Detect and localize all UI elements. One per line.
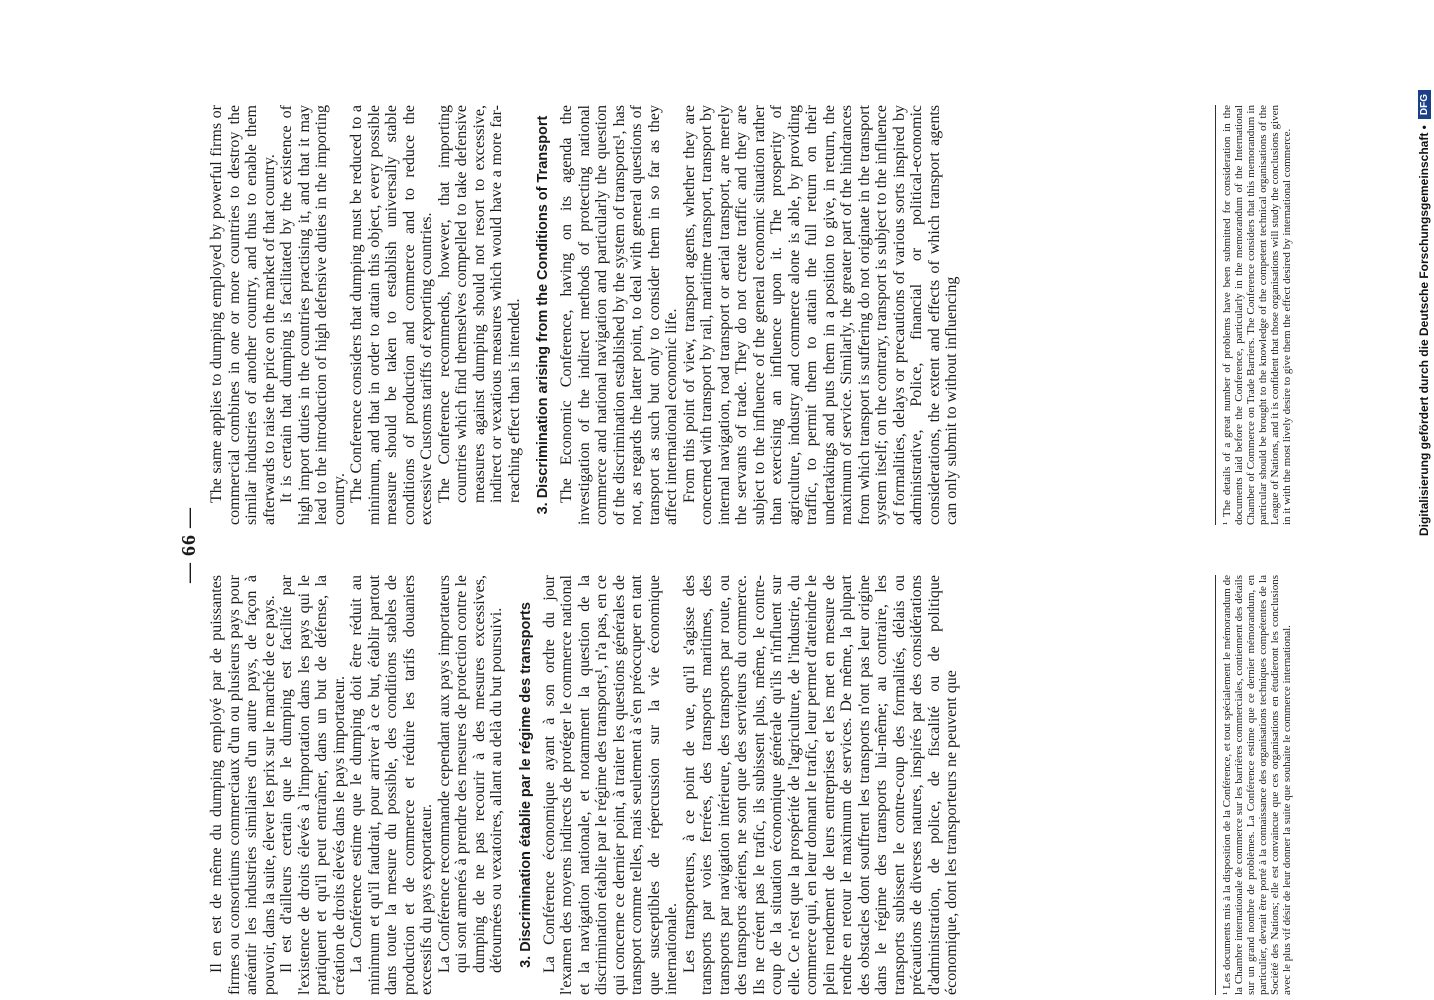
paragraph: The Conference considers that dumping must be reduced to a minimum, and that in order to attain this object, every possible measure should be taken to establish universally stable conditions of production and commerce and to reduce the excessive Customs tariffs of exporting countries. [348, 105, 435, 525]
paragraph: Les transporteurs, à ce point de vue, qu'il s'agisse des transports par voies ferrées, des transports maritimes, des transports par navigation intérieure, des transports par route, ou des transports aériens, ne sont que des serviteurs du commerce. Ils ne créent pas le trafic, ils subissent plus, même, le contre-coup de la situation économique générale qu'ils n'influent sur elle. Ce n'est que la prospérité de l'agriculture, de l'industrie, du commerce qui, en leur donnant le trafic, leur permet d'atteindre le plein rendement de leurs entreprises et les met en mesure de rendre en retour le maximum de services. De même, la plupart des obstacles dont souffrent les transports n'ont pas leur origine dans le régime des transports lui-même; au contraire, les transports subissent le contre-coup des formalités, délais ou précautions de diverses natures, inspirés par des considérations d'administration, de police, de fiscalité ou de politique économique, dont les transporteurs ne peuvent que [680, 575, 960, 995]
paragraph: Il en est de même du dumping employé par de puissantes firmes ou consortiums commerciaux d'un ou plusieurs pays pour anéantir les industries similaires d'un autre pays, de façon à pouvoir, dans la suite, élever les prix sur le marché de ce pays. [208, 575, 278, 995]
section-heading: 3. Discrimination arising from the Conditions of Transport [535, 115, 551, 515]
page-number: — 66 — [178, 507, 200, 583]
credit-text: Digitalisierung gefördert durch die Deutsche Forschungsgemeinschaft • [1417, 125, 1431, 537]
dfg-logo: DFG [1418, 90, 1431, 119]
document-page [170, 95, 1335, 995]
paragraph: From this point of view, transport agents, whether they are concerned with transport by rail, maritime transport, transport by internal navigation, road transport or aerial transport, are merely the servants of trade. They do not create traffic and they are subject to the influence of the general economic situation rather than exercising an influence upon it. The prosperity of agriculture, industry and commerce alone is able, by providing traffic, to permit them to attain the full return on their undertakings and puts them in a position to give, in return, the maximum of service. Similarly, the greater part of the hindrances from which transport is suffering do not originate in the transport system itself; on the contrary, transport is subject to the influence of formalities, delays or precautions of various sorts inspired by administrative, Police, financial or political-economic considerations, the extent and effects of which transport agents can only submit to without influencing [680, 105, 960, 525]
french-footnote [1215, 575, 1293, 995]
paragraph: The Conference recommends, however, that importing countries which find themselves compelled to take defensive measures against dumping should not resort to excessive, indirect or vexatious measures which would have a more far-reaching effect than is intended. [435, 105, 523, 503]
paragraph: La Conférence estime que le dumping doit être réduit au minimum et qu'il faudrait, pour arriver à ce but, établir partout dans toute la mesure du possible, des conditions stables de production et de commerce et réduire les tarifs douaniers excessifs du pays exportateur. [348, 575, 435, 995]
french-column [208, 575, 961, 995]
paragraph: The same applies to dumping employed by powerful firms or commercial combines in one or more countries to destroy the similar industries of another country, and thus to enable them afterwards to raise the price on the market of that country. [208, 105, 278, 525]
english-footnote [1215, 105, 1293, 525]
paragraph: Il est d'ailleurs certain que le dumping est facilité par l'existence de droits élevés à l'importation dans les pays qui le pratiquent et qu'il peut entraîner, dans un but de défense, la création de droits élevés dans le pays importateur. [278, 575, 348, 995]
paragraph: La Conférence recommande cependant aux pays importateurs qui sont amenés à prendre des mesures de protection contre le dumping de ne pas recourir à des mesures excessives, détournées ou vexatoires, allant au delà du but poursuivi. [435, 575, 505, 973]
digitization-credit [1417, 0, 1434, 537]
footnote-text: ¹ The details of a great number of problems have been submitted for consideration in the documents laid before the Conference, particularly in the memorandum of the International Chamber of Commerce on Trade Barriers. The Conference considers that this memorandum in particular should be brought to the knowledge of the competent technical organisations of the League of Nations, and it is confident that those organisations will study the conclusions given in it with the most lively desire to give them the effect desired by international commerce. [1221, 105, 1293, 525]
footnote-text: ¹ Les documents mis à la disposition de la Conférence, et tout spécialement le mémorandum de la Chambre internationale de commerce sur les barrières commerciales, contiennent des détails sur un grand nombre de problèmes. La Conférence estime que ce dernier mémorandum, en particulier, devrait être porté à la connaissance des organisations techniques compétentes de la Société des Nations; elle est convaincue que ces organisations en étudieront les conclusions avec le plus vif désir de leur donner la suite que souhaite le commerce international. [1221, 575, 1293, 995]
paragraph: The Economic Conference, having on its agenda the investigation of the indirect methods of protecting national commerce and national navigation and particularly the question of the discrimination established by the system of transports¹, has not, as regards the latter point, to deal with general questions of transport as such but only to consider them in so far as they affect international economic life. [558, 105, 680, 525]
english-column [208, 105, 961, 525]
paragraph: It is certain that dumping is facilitated by the existence of high import duties in the countries practising it, and that it may lead to the introduction of high defensive duties in the importing country. [278, 105, 348, 525]
paragraph: La Conférence économique ayant à son ordre du jour l'examen des moyens indirects de protéger le commerce national et la navigation nationale, et notamment la question de la discrimination établie par le régime des transports¹, n'a pas, en ce qui concerne ce dernier point, à traiter les questions générales de transport comme telles, mais seulement à s'en préoccuper en tant que susceptibles de répercussion sur la vie économique internationale. [540, 575, 680, 995]
section-heading: 3. Discrimination établie par le régime des transports [517, 602, 534, 968]
